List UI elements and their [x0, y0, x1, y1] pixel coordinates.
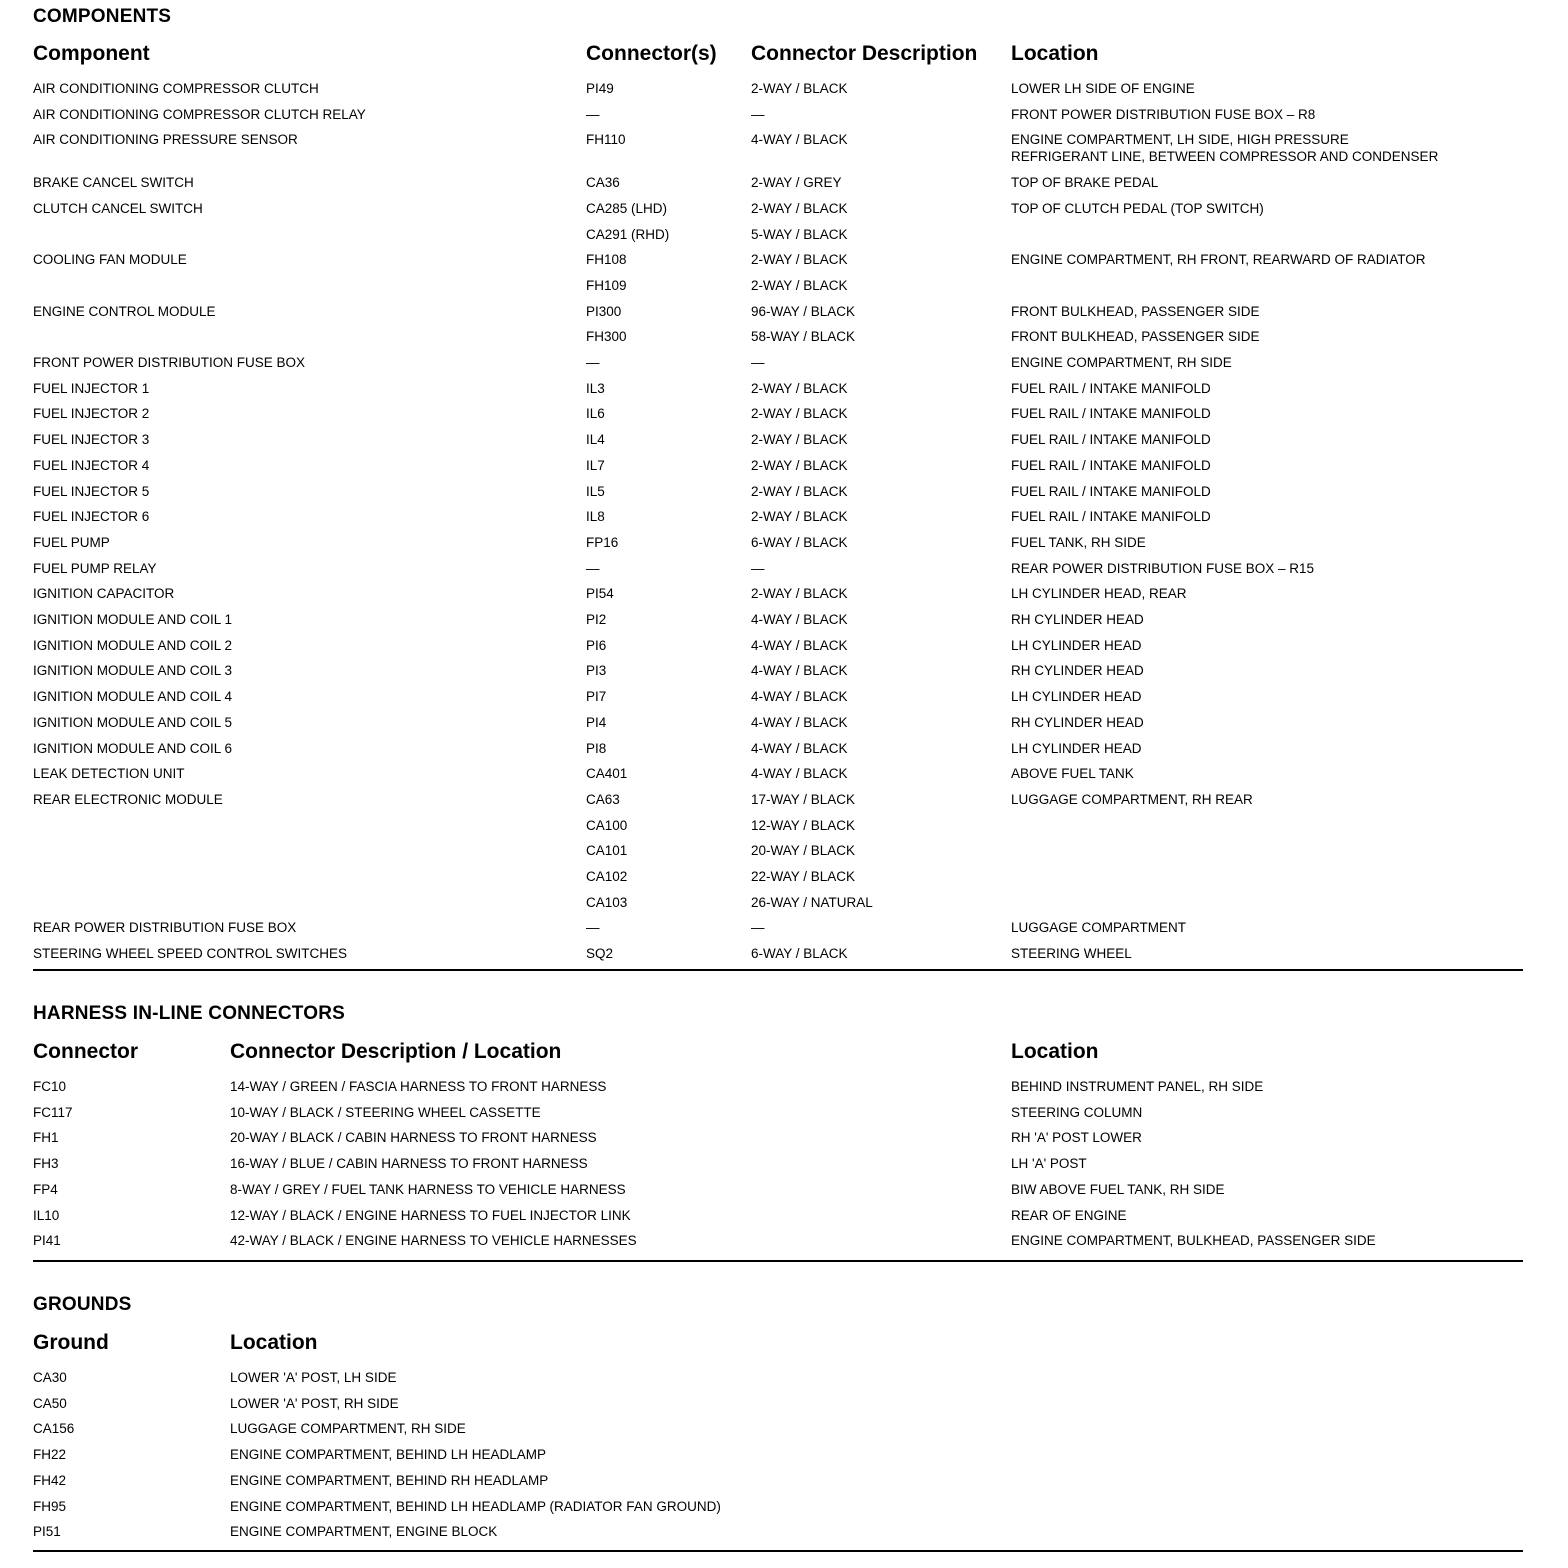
grounds-cell-ground: PI51 [33, 1524, 61, 1540]
components-cell-component: LEAK DETECTION UNIT [33, 766, 185, 782]
components-cell-component: IGNITION MODULE AND COIL 4 [33, 689, 233, 705]
components-cell-location: FUEL RAIL / INTAKE MANIFOLD [1011, 483, 1211, 499]
grounds-cell-ground: CA156 [33, 1421, 75, 1437]
components-cell-component: AIR CONDITIONING COMPRESSOR CLUTCH [33, 81, 319, 96]
components-header-location: Location [1011, 42, 1099, 65]
components-header-description: Connector Description [751, 42, 978, 65]
components-cell-location: RH CYLINDER HEAD [1011, 714, 1144, 730]
components-cell-description: 2-WAY / BLACK [751, 586, 848, 602]
components-cell-connector: — [586, 106, 600, 122]
harness-header-connector: Connector [33, 1040, 138, 1063]
harness-cell-location: STEERING COLUMN [1011, 1104, 1143, 1120]
components-cell-description: 6-WAY / BLACK [751, 534, 848, 550]
grounds-header-ground: Ground [33, 1331, 109, 1354]
harness-cell-location: REAR OF ENGINE [1011, 1207, 1127, 1223]
components-cell-connector: FH110 [586, 132, 626, 148]
components-cell-component: FUEL INJECTOR 5 [33, 483, 150, 499]
harness-cell-connector: FP4 [33, 1181, 58, 1197]
components-cell-location: ENGINE COMPARTMENT, RH SIDE [1011, 355, 1232, 370]
harness-cell-connector: PI41 [33, 1233, 61, 1249]
components-cell-location: LH CYLINDER HEAD, REAR [1011, 586, 1187, 602]
components-cell-location: LH CYLINDER HEAD [1011, 637, 1142, 653]
harness-cell-location: BEHIND INSTRUMENT PANEL, RH SIDE [1011, 1079, 1264, 1094]
components-cell-connector: PI3 [586, 663, 607, 679]
components-cell-connector: PI2 [586, 612, 607, 627]
components-cell-description: 4-WAY / BLACK [751, 766, 848, 782]
components-cell-description: 4-WAY / BLACK [751, 663, 848, 679]
components-cell-connector: CA291 (RHD) [586, 226, 670, 242]
components-cell-description: 17-WAY / BLACK [751, 791, 856, 807]
components-cell-component: BRAKE CANCEL SWITCH [33, 175, 194, 191]
harness-title: HARNESS IN-LINE CONNECTORS [33, 1003, 346, 1024]
components-cell-description: — [751, 355, 765, 370]
harness-cell-connector: FC10 [33, 1079, 67, 1094]
grounds-cell-location: LOWER 'A' POST, RH SIDE [230, 1395, 399, 1411]
components-cell-location: FUEL RAIL / INTAKE MANIFOLD [1011, 457, 1211, 473]
components-cell-connector: FH109 [586, 277, 627, 293]
components-cell-description: 2-WAY / BLACK [751, 277, 848, 293]
components-cell-location: ENGINE COMPARTMENT, RH FRONT, REARWARD OF RADIATOR [1011, 252, 1426, 268]
components-cell-location: ENGINE COMPARTMENT, LH SIDE, HIGH PRESSURE [1011, 132, 1349, 148]
components-cell-connector: CA101 [586, 843, 628, 859]
harness-cell-location: BIW ABOVE FUEL TANK, RH SIDE [1011, 1181, 1225, 1197]
components-cell-description: 2-WAY / BLACK [751, 457, 848, 473]
grounds-cell-ground: FH22 [33, 1447, 67, 1463]
components-cell-location: FUEL RAIL / INTAKE MANIFOLD [1011, 406, 1211, 422]
harness-cell-description: 42-WAY / BLACK / ENGINE HARNESS TO VEHICLE HARNESSES [230, 1233, 637, 1249]
grounds-cell-location: ENGINE COMPARTMENT, ENGINE BLOCK [230, 1524, 498, 1540]
grounds-header-location: Location [230, 1331, 318, 1354]
components-cell-location: RH CYLINDER HEAD [1011, 663, 1144, 679]
harness-cell-connector: FH3 [33, 1156, 59, 1172]
components-cell-connector: PI300 [586, 303, 622, 319]
harness-header-location: Location [1011, 1040, 1099, 1063]
components-cell-description: 20-WAY / BLACK [751, 843, 856, 859]
components-cell-location: RH CYLINDER HEAD [1011, 612, 1144, 627]
components-cell-description: 2-WAY / BLACK [751, 406, 848, 422]
harness-cell-description: 20-WAY / BLACK / CABIN HARNESS TO FRONT HARNESS [230, 1130, 597, 1146]
grounds-cell-ground: CA30 [33, 1370, 67, 1385]
components-cell-connector: FH108 [586, 252, 627, 268]
components-cell-description: 4-WAY / BLACK [751, 612, 848, 627]
components-cell-component: REAR ELECTRONIC MODULE [33, 791, 223, 807]
components-divider [33, 969, 1523, 971]
harness-cell-connector: IL10 [33, 1207, 60, 1223]
components-cell-connector: CA63 [586, 791, 620, 807]
components-cell-connector: FP16 [586, 534, 619, 550]
grounds-cell-location: ENGINE COMPARTMENT, BEHIND LH HEADLAMP (RADIATOR FAN GROUND) [230, 1498, 721, 1514]
components-cell-connector: CA401 [586, 766, 628, 782]
harness-cell-connector: FH1 [33, 1130, 59, 1146]
components-cell-location: FRONT BULKHEAD, PASSENGER SIDE [1011, 303, 1260, 319]
components-cell-component: ENGINE CONTROL MODULE [33, 303, 216, 319]
components-cell-connector: — [586, 355, 600, 370]
harness-cell-location: RH 'A' POST LOWER [1011, 1130, 1142, 1146]
components-cell-location: FUEL RAIL / INTAKE MANIFOLD [1011, 509, 1211, 525]
components-cell-connector: PI7 [586, 689, 607, 705]
components-cell-location: LH CYLINDER HEAD [1011, 689, 1142, 705]
components-cell-connector: CA36 [586, 175, 620, 191]
components-cell-description: 4-WAY / BLACK [751, 132, 848, 148]
components-cell-component: IGNITION MODULE AND COIL 5 [33, 714, 233, 730]
components-cell-description: 58-WAY / BLACK [751, 329, 856, 345]
components-cell-location: LUGGAGE COMPARTMENT [1011, 920, 1187, 936]
components-cell-location: FUEL RAIL / INTAKE MANIFOLD [1011, 432, 1211, 448]
components-cell-description: 4-WAY / BLACK [751, 714, 848, 730]
grounds-cell-ground: FH95 [33, 1498, 67, 1514]
components-cell-connector: PI8 [586, 740, 607, 756]
grounds-cell-location: LUGGAGE COMPARTMENT, RH SIDE [230, 1421, 466, 1437]
components-cell-location: REAR POWER DISTRIBUTION FUSE BOX – R15 [1011, 560, 1315, 576]
components-cell-location: FRONT BULKHEAD, PASSENGER SIDE [1011, 329, 1260, 345]
components-header-connectors: Connector(s) [586, 42, 717, 65]
grounds-divider [33, 1550, 1523, 1552]
components-cell-description: 2-WAY / BLACK [751, 200, 848, 216]
components-cell-component: FUEL INJECTOR 4 [33, 457, 150, 473]
components-cell-description: 22-WAY / BLACK [751, 869, 856, 884]
components-cell-description: 2-WAY / BLACK [751, 509, 848, 525]
components-cell-connector: CA103 [586, 894, 628, 910]
components-cell-description: 2-WAY / BLACK [751, 483, 848, 499]
components-cell-component: AIR CONDITIONING PRESSURE SENSOR [33, 132, 298, 148]
grounds-cell-ground: FH42 [33, 1472, 67, 1488]
components-cell-description: 6-WAY / BLACK [751, 946, 848, 962]
components-cell-description: 2-WAY / BLACK [751, 81, 848, 96]
grounds-title: GROUNDS [33, 1294, 132, 1315]
components-cell-description: — [751, 560, 765, 576]
components-cell-location: ABOVE FUEL TANK [1011, 766, 1134, 782]
components-cell-component: REAR POWER DISTRIBUTION FUSE BOX [33, 920, 297, 936]
components-cell-connector: PI4 [586, 714, 607, 730]
components-cell-component: STEERING WHEEL SPEED CONTROL SWITCHES [33, 946, 348, 962]
components-cell-description: 4-WAY / BLACK [751, 637, 848, 653]
components-cell-connector: CA285 (LHD) [586, 200, 668, 216]
harness-header-description: Connector Description / Location [230, 1040, 562, 1063]
components-cell-component: FRONT POWER DISTRIBUTION FUSE BOX [33, 355, 306, 370]
components-cell-connector: SQ2 [586, 946, 614, 962]
components-cell-location: FUEL TANK, RH SIDE [1011, 534, 1146, 550]
harness-cell-description: 16-WAY / BLUE / CABIN HARNESS TO FRONT HARNESS [230, 1156, 588, 1172]
components-cell-connector: CA100 [586, 817, 628, 833]
grounds-cell-ground: CA50 [33, 1395, 67, 1411]
components-cell-component: IGNITION CAPACITOR [33, 586, 175, 602]
harness-cell-description: 8-WAY / GREY / FUEL TANK HARNESS TO VEHICLE HARNESS [230, 1181, 626, 1197]
harness-cell-description: 10-WAY / BLACK / STEERING WHEEL CASSETTE [230, 1104, 541, 1120]
components-cell-component: IGNITION MODULE AND COIL 6 [33, 740, 233, 756]
components-cell-connector: IL6 [586, 406, 605, 422]
components-cell-connector: IL4 [586, 432, 605, 448]
grounds-cell-location: ENGINE COMPARTMENT, BEHIND LH HEADLAMP [230, 1447, 547, 1463]
components-cell-component: CLUTCH CANCEL SWITCH [33, 200, 203, 216]
components-cell-location: LH CYLINDER HEAD [1011, 740, 1142, 756]
grounds-cell-location: ENGINE COMPARTMENT, BEHIND RH HEADLAMP [230, 1472, 549, 1488]
components-cell-component: IGNITION MODULE AND COIL 3 [33, 663, 233, 679]
components-cell-description: — [751, 106, 765, 122]
components-cell-component: FUEL INJECTOR 1 [33, 380, 150, 396]
components-cell-description: — [751, 920, 765, 936]
components-cell-location: TOP OF CLUTCH PEDAL (TOP SWITCH) [1011, 200, 1264, 216]
components-cell-location: FRONT POWER DISTRIBUTION FUSE BOX – R8 [1011, 106, 1316, 122]
components-cell-connector: PI54 [586, 586, 614, 602]
components-cell-description: 5-WAY / BLACK [751, 226, 848, 242]
components-cell-description: 2-WAY / BLACK [751, 380, 848, 396]
components-cell-location: STEERING WHEEL [1011, 946, 1132, 962]
components-cell-component: AIR CONDITIONING COMPRESSOR CLUTCH RELAY [33, 106, 366, 122]
components-cell-connector: — [586, 920, 600, 936]
components-cell-description: 4-WAY / BLACK [751, 689, 848, 705]
components-cell-component: FUEL PUMP RELAY [33, 560, 157, 576]
components-cell-location: TOP OF BRAKE PEDAL [1011, 175, 1159, 191]
components-cell-connector: PI6 [586, 637, 607, 653]
components-cell-component: IGNITION MODULE AND COIL 2 [33, 637, 233, 653]
components-cell-component: IGNITION MODULE AND COIL 1 [33, 612, 233, 627]
components-cell-connector: IL7 [586, 457, 605, 473]
components-cell-component: COOLING FAN MODULE [33, 252, 187, 268]
components-cell-connector: FH300 [586, 329, 627, 345]
components-cell-description: 2-WAY / BLACK [751, 252, 848, 268]
components-header-component: Component [33, 42, 150, 65]
components-cell-description: 96-WAY / BLACK [751, 303, 856, 319]
components-cell-description: 4-WAY / BLACK [751, 740, 848, 756]
components-cell-connector: PI49 [586, 81, 614, 96]
components-cell-component: FUEL INJECTOR 3 [33, 432, 150, 448]
components-cell-connector: IL8 [586, 509, 605, 525]
harness-cell-connector: FC117 [33, 1104, 73, 1120]
harness-cell-description: 14-WAY / GREEN / FASCIA HARNESS TO FRONT HARNESS [230, 1079, 607, 1094]
components-cell-connector: IL5 [586, 483, 605, 499]
components-cell-component: FUEL INJECTOR 2 [33, 406, 150, 422]
components-cell-component: FUEL INJECTOR 6 [33, 509, 150, 525]
components-cell-connector: IL3 [586, 380, 605, 396]
components-cell-location-line2: REFRIGERANT LINE, BETWEEN COMPRESSOR AND CONDENSER [1011, 149, 1439, 165]
components-cell-location: LUGGAGE COMPARTMENT, RH REAR [1011, 791, 1253, 807]
components-cell-location: FUEL RAIL / INTAKE MANIFOLD [1011, 380, 1211, 396]
harness-cell-location: ENGINE COMPARTMENT, BULKHEAD, PASSENGER SIDE [1011, 1233, 1376, 1249]
components-cell-description: 2-WAY / BLACK [751, 432, 848, 448]
components-cell-description: 12-WAY / BLACK [751, 817, 856, 833]
harness-cell-description: 12-WAY / BLACK / ENGINE HARNESS TO FUEL INJECTOR LINK [230, 1207, 631, 1223]
components-cell-connector: CA102 [586, 869, 628, 884]
components-cell-location: LOWER LH SIDE OF ENGINE [1011, 81, 1195, 96]
components-cell-description: 2-WAY / GREY [751, 175, 842, 191]
harness-divider [33, 1260, 1523, 1262]
harness-cell-location: LH 'A' POST [1011, 1156, 1087, 1172]
components-cell-description: 26-WAY / NATURAL [751, 894, 873, 910]
grounds-cell-location: LOWER 'A' POST, LH SIDE [230, 1370, 397, 1385]
components-cell-connector: — [586, 560, 600, 576]
components-title: COMPONENTS [33, 6, 172, 27]
components-cell-component: FUEL PUMP [33, 534, 110, 550]
